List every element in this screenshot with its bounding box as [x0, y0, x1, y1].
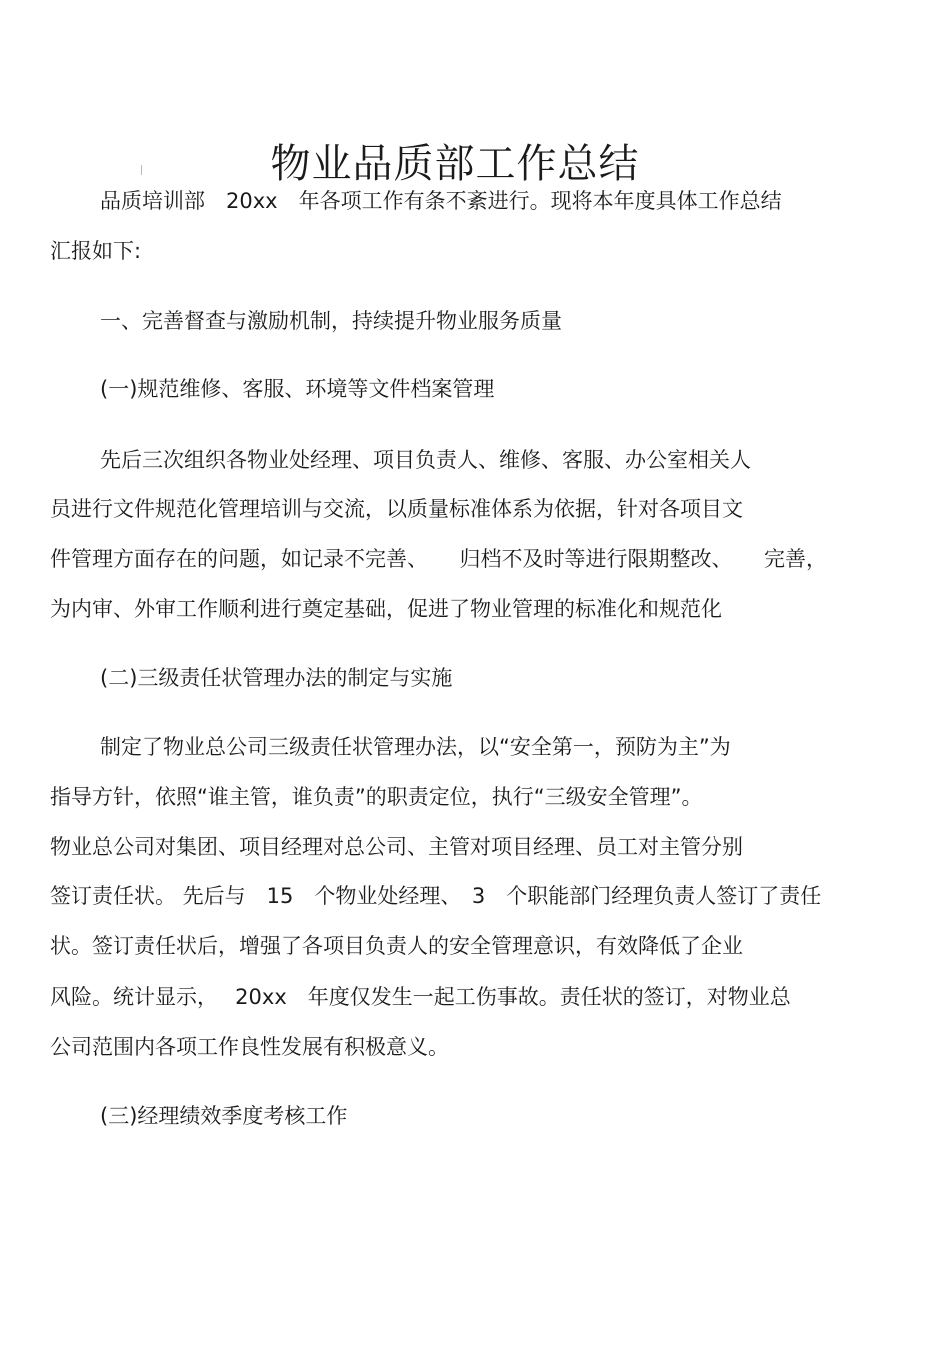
- paragraph-line: 品质培训部 20xx 年各项工作有条不紊进行。现将本年度具体工作总结: [100, 189, 782, 213]
- paragraph-line: 制定了物业总公司三级责任状管理办法，以“安全第一，预防为主”为: [100, 735, 731, 759]
- paragraph-line: 指导方针，依照“谁主管，谁负责”的职责定位，执行“三级安全管理”。: [50, 785, 703, 809]
- paragraph-line: 先后三次组织各物业处经理、项目负责人、维修、客服、办公室相关人: [100, 448, 751, 472]
- section-heading: 一、完善督查与激励机制，持续提升物业服务质量: [100, 309, 562, 333]
- paragraph-line: 汇报如下:: [50, 239, 142, 263]
- subsection-heading: (一)规范维修、客服、环境等文件档案管理: [100, 377, 495, 401]
- paragraph-line: 签订责任状。 先后与 15 个物业处经理、 3 个职能部门经理负责人签订了责任: [50, 884, 822, 908]
- paragraph-line: 件管理方面存在的问题，如记录不完善、 归档不及时等进行限期整改、 完善，: [50, 547, 827, 571]
- paragraph-line: 公司范围内各项工作良性发展有积极意义。: [50, 1035, 449, 1059]
- document-title: 物业品质部工作总结: [270, 140, 640, 187]
- subsection-heading: (三)经理绩效季度考核工作: [100, 1104, 348, 1128]
- paragraph-line: 状。签订责任状后，增强了各项目负责人的安全管理意识，有效降低了企业: [50, 934, 743, 958]
- text-cursor-mark: [141, 165, 142, 175]
- paragraph-line: 风险。统计显示， 20xx 年度仅发生一起工伤事故。责任状的签订，对物业总: [50, 985, 791, 1009]
- paragraph-line: 为内审、外审工作顺利进行奠定基础，促进了物业管理的标准化和规范化: [50, 597, 722, 621]
- paragraph-line: 员进行文件规范化管理培训与交流，以质量标准体系为依据，针对各项目文: [50, 497, 743, 521]
- subsection-heading: (二)三级责任状管理办法的制定与实施: [100, 666, 453, 690]
- paragraph-line: 物业总公司对集团、项目经理对总公司、主管对项目经理、员工对主管分别: [50, 835, 743, 859]
